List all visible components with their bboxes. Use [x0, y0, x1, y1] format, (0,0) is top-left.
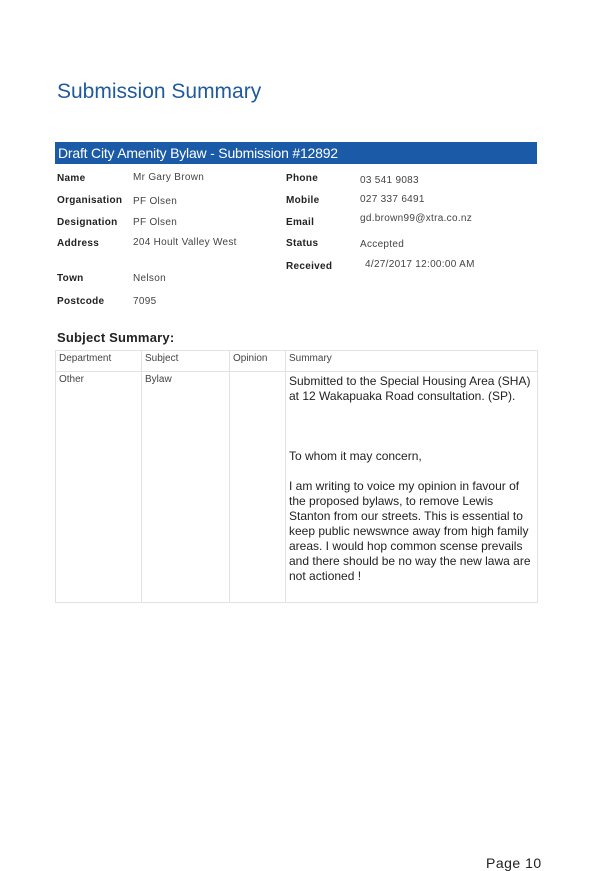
opinion-cell [230, 372, 286, 603]
name-value: Mr Gary Brown [133, 172, 205, 183]
summary-paragraph: To whom it may concern, [289, 449, 422, 463]
organisation-value: PF Olsen [133, 196, 178, 207]
email-label: Email [286, 217, 315, 228]
town-value: Nelson [133, 273, 166, 284]
address-value: 204 Hoult Valley West [133, 237, 237, 248]
name-label: Name [57, 173, 86, 184]
table-row [56, 372, 538, 603]
organisation-label: Organisation [57, 195, 123, 206]
received-value: 4/27/2017 12:00:00 AM [365, 259, 475, 270]
address-label: Address [57, 238, 100, 249]
town-label: Town [57, 273, 84, 284]
status-label: Status [286, 238, 319, 249]
status-value: Accepted [360, 239, 405, 250]
subject-summary-title: Subject Summary: [57, 330, 175, 345]
mobile-value: 027 337 6491 [360, 194, 425, 205]
column-header-opinion: Opinion [230, 351, 286, 372]
summary-paragraph: I am writing to voice my opinion in favour of the proposed bylaws, to remove Lewis Stanton from our streets. This is essential to keep public newswnce away from high family areas. I would hop common scense prevails and there should be no way the new lawa are not actioned ! [289, 479, 531, 583]
phone-value: 03 541 9083 [360, 175, 419, 186]
designation-label: Designation [57, 217, 118, 228]
submission-banner: Draft City Amenity Bylaw - Submission #12892 [55, 142, 537, 164]
page-number: Page 10 [486, 855, 542, 871]
column-header-department: Department [56, 351, 142, 372]
table-header-row [56, 351, 538, 372]
phone-label: Phone [286, 173, 319, 184]
subject-summary-table [55, 350, 538, 603]
subject-cell: Bylaw [142, 372, 230, 603]
email-value: gd.brown99@xtra.co.nz [360, 213, 473, 224]
designation-value: PF Olsen [133, 217, 178, 228]
page-title: Submission Summary [57, 80, 262, 103]
mobile-label: Mobile [286, 195, 320, 206]
department-cell: Other [56, 372, 142, 603]
summary-paragraph: Submitted to the Special Housing Area (SHA) at 12 Wakapuaka Road consultation. (SP). [289, 374, 531, 403]
column-header-summary: Summary [286, 351, 538, 372]
summary-cell [286, 372, 538, 603]
postcode-value: 7095 [133, 296, 157, 307]
column-header-subject: Subject [142, 351, 230, 372]
postcode-label: Postcode [57, 296, 105, 307]
received-label: Received [286, 261, 333, 272]
